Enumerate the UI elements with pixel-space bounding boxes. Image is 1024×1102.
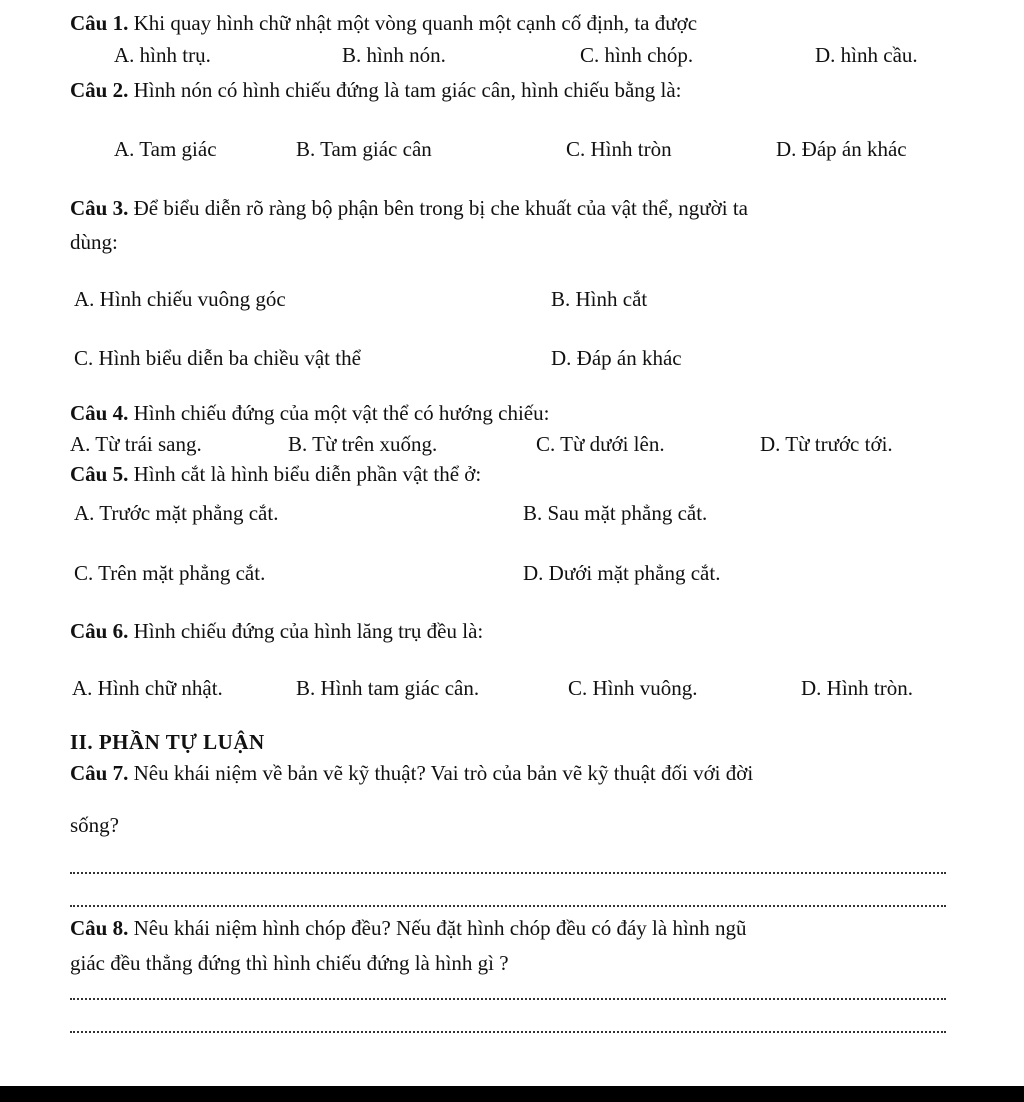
q1-option-b: B. hình nón. xyxy=(342,43,446,67)
q2-option-a: A. Tam giác xyxy=(114,137,217,161)
question-6-text: Hình chiếu đứng của hình lăng trụ đều là: xyxy=(133,619,484,643)
question-7-label: Câu 7. xyxy=(70,761,129,785)
answer-line xyxy=(70,872,946,874)
q6-option-d: D. Hình tròn. xyxy=(801,676,913,700)
question-8-label: Câu 8. xyxy=(70,916,129,940)
q3-option-d: D. Đáp án khác xyxy=(551,346,682,370)
q4-option-b: B. Từ trên xuống. xyxy=(288,432,438,456)
q1-option-c: C. hình chóp. xyxy=(580,43,694,67)
question-4-label: Câu 4. xyxy=(70,401,129,425)
q2-option-b: B. Tam giác cân xyxy=(296,137,432,161)
q6-option-b: B. Hình tam giác cân. xyxy=(296,676,480,700)
q5-option-b: B. Sau mặt phẳng cắt. xyxy=(523,501,708,525)
question-1 xyxy=(70,10,697,36)
question-4 xyxy=(70,400,549,426)
question-7 xyxy=(70,760,753,786)
q5-option-c: C. Trên mặt phẳng cắt. xyxy=(74,561,266,585)
question-2-text: Hình nón có hình chiếu đứng là tam giác cân, hình chiếu bằng là: xyxy=(133,78,682,102)
question-8-text-cont: giác đều thẳng đứng thì hình chiếu đứng là hình gì ? xyxy=(70,951,509,975)
answer-line xyxy=(70,998,946,1000)
q6-option-a: A. Hình chữ nhật. xyxy=(72,676,223,700)
q3-option-b: B. Hình cắt xyxy=(551,287,648,311)
question-5-label: Câu 5. xyxy=(70,462,129,486)
question-1-text: Khi quay hình chữ nhật một vòng quanh một cạnh cố định, ta được xyxy=(133,11,698,35)
question-2 xyxy=(70,77,682,103)
answer-line xyxy=(70,1031,946,1033)
q4-option-a: A. Từ trái sang. xyxy=(70,432,202,456)
question-7-text-cont: sống? xyxy=(70,813,119,837)
q5-option-d: D. Dưới mặt phẳng cắt. xyxy=(523,561,721,585)
answer-line xyxy=(70,905,946,907)
question-8 xyxy=(70,915,747,941)
q3-option-c: C. Hình biểu diễn ba chiều vật thể xyxy=(74,346,361,370)
q3-option-a: A. Hình chiếu vuông góc xyxy=(74,287,286,311)
question-3-text: Để biểu diễn rõ ràng bộ phận bên trong bị che khuất của vật thể, người ta xyxy=(133,196,748,220)
q4-option-d: D. Từ trước tới. xyxy=(760,432,893,456)
question-1-label: Câu 1. xyxy=(70,11,129,35)
question-7-text: Nêu khái niệm về bản vẽ kỹ thuật? Vai trò của bản vẽ kỹ thuật đối với đời xyxy=(133,761,754,785)
question-3-label: Câu 3. xyxy=(70,196,129,220)
question-5 xyxy=(70,461,481,487)
section-heading: II. PHẦN TỰ LUẬN xyxy=(70,730,265,754)
q5-option-a: A. Trước mặt phẳng cắt. xyxy=(74,501,279,525)
question-6-label: Câu 6. xyxy=(70,619,129,643)
q1-option-a: A. hình trụ. xyxy=(114,43,211,67)
question-5-text: Hình cắt là hình biểu diễn phần vật thể ở: xyxy=(133,462,482,486)
q2-option-c: C. Hình tròn xyxy=(566,137,672,161)
question-6 xyxy=(70,618,483,644)
question-2-label: Câu 2. xyxy=(70,78,129,102)
question-3-text-cont: dùng: xyxy=(70,230,118,254)
q6-option-c: C. Hình vuông. xyxy=(568,676,698,700)
q2-option-d: D. Đáp án khác xyxy=(776,137,907,161)
question-4-text: Hình chiếu đứng của một vật thể có hướng chiếu: xyxy=(133,401,550,425)
bottom-black-bar xyxy=(0,1086,1024,1102)
question-3 xyxy=(70,195,748,221)
question-8-text: Nêu khái niệm hình chóp đều? Nếu đặt hình chóp đều có đáy là hình ngũ xyxy=(133,916,747,940)
q1-option-d: D. hình cầu. xyxy=(815,43,918,67)
q4-option-c: C. Từ dưới lên. xyxy=(536,432,665,456)
